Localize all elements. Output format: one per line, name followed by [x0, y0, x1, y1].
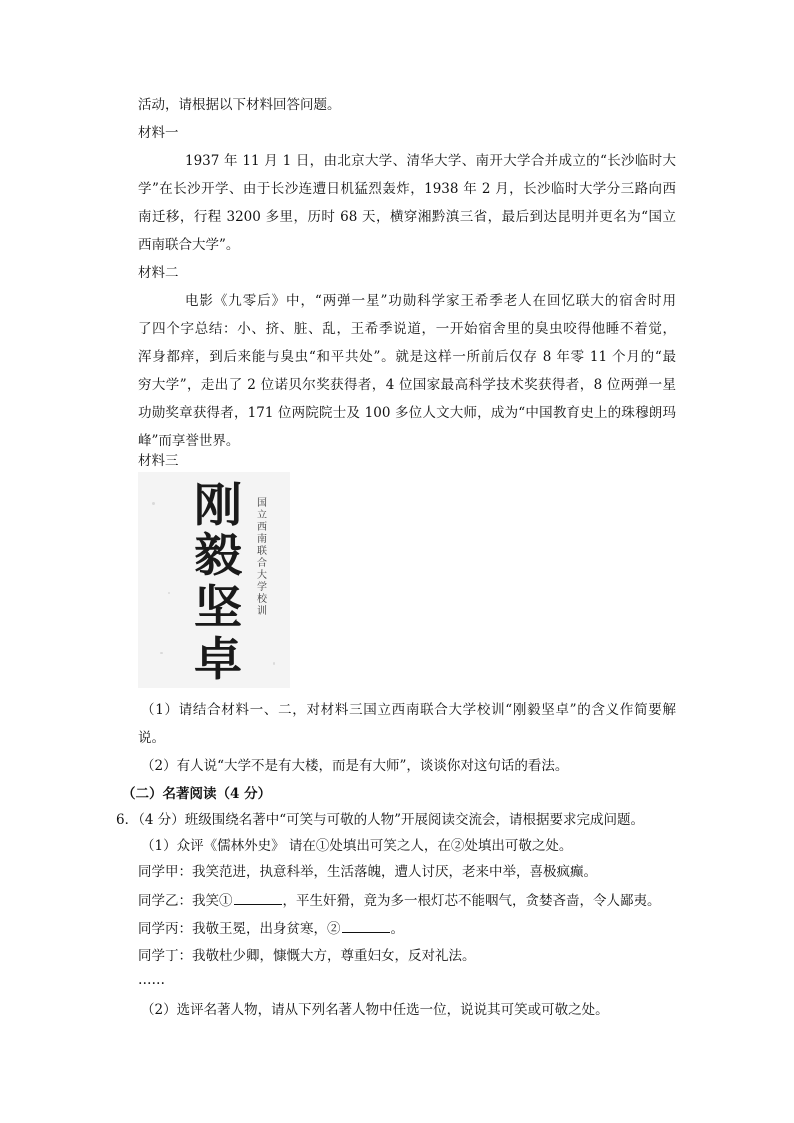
material-2-line-1: 电影《九零后》中，“两弹一星”功勋科学家王希季老人在回忆联大的宿舍时用 [185, 293, 676, 309]
ellipsis: …… [138, 972, 165, 988]
material-2-line-5: 功勋奖章获得者，171 位两院院士及 100 多位人文大师，成为“中国教育史上的珠穆朗玛 [138, 405, 676, 421]
blank-2[interactable] [342, 918, 390, 933]
student-a-line: 同学甲：我笑范进，执意科举，生活落魄，遭人讨厌，老来中举，喜极疯癫。 [138, 864, 597, 880]
material-3-title: 材料三 [138, 453, 179, 469]
question-2: （2）有人说“大学不是有大楼，而是有大师”，谈谈你对这句话的看法。 [141, 758, 569, 774]
student-c-prefix: 同学丙：我敬王冕，出身贫寒，② [138, 921, 341, 937]
material-2-line-2: 了四个字总结：小、挤、脏、乱，王希季说道，一开始宿舍里的臭虫咬得他睡不着觉， [138, 321, 676, 337]
material-1-line-1: 1937 年 11 月 1 日，由北京大学、清华大学、南开大学合并成立的“长沙临时大 [185, 153, 676, 169]
motto-char-4: 卓 [193, 632, 243, 686]
motto-char-2: 毅 [193, 528, 243, 582]
blank-1[interactable] [234, 890, 282, 905]
student-d-line: 同学丁：我敬杜少卿，慷慨大方，尊重妇女，反对礼法。 [138, 948, 476, 964]
intro-line: 活动，请根据以下材料回答问题。 [138, 97, 341, 113]
material-1-line-4: 西南联合大学”。 [138, 237, 240, 253]
question-6-2: （2）选评名著人物，请从下列名著人物中任选一位，说说其可笑或可敬之处。 [141, 1002, 609, 1018]
motto-char-1: 刚 [193, 478, 243, 532]
material-1-line-3: 南迁移，行程 3200 多里，历时 68 天，横穿湘黔滇三省，最后到达昆明并更名为“国立 [138, 209, 676, 225]
question-6: 6．（4 分）班级围绕名著中“可笑与可敬的人物”开展阅读交流会，请根据要求完成问题。 [116, 812, 645, 828]
motto-inscription: 国立西南联合大学校训 [257, 498, 267, 617]
material-2-title: 材料二 [138, 265, 179, 281]
material-2-line-4: 穷大学”，走出了 2 位诺贝尔奖获得者，4 位国家最高科学技术奖获得者，8 位两弹一星 [138, 377, 676, 393]
section-2-heading: （二）名著阅读（4 分） [122, 786, 272, 802]
student-b-suffix: ，平生奸猾，竟为多一根灯芯不能咽气，贪婪吝啬，令人鄙夷。 [282, 893, 661, 909]
material-1-title: 材料一 [138, 125, 179, 141]
question-1-line-2: 说。 [138, 730, 165, 746]
material-2-line-6: 峰”而享誉世界。 [138, 433, 240, 449]
student-c-suffix: 。 [390, 921, 404, 937]
school-motto-calligraphy-image [138, 472, 290, 688]
student-c-line [138, 918, 404, 939]
motto-char-3: 坚 [193, 580, 243, 634]
student-b-line [138, 890, 661, 911]
student-b-prefix: 同学乙：我笑① [138, 893, 233, 909]
material-2-line-3: 浑身都痒，到后来能与臭虫“和平共处”。就是这样一所前后仅存 8 年零 11 个月的“最 [138, 349, 676, 365]
material-1-line-2: 学”在长沙开学、由于长沙连遭日机猛烈轰炸，1938 年 2 月，长沙临时大学分三路向西 [138, 181, 676, 197]
question-6-1: （1）众评《儒林外史》 请在①处填出可笑之人，在②处填出可敬之处。 [141, 838, 573, 854]
question-1-line-1: （1）请结合材料一、二，对材料三国立西南联合大学校训“刚毅坚卓”的含义作简要解 [141, 702, 676, 718]
